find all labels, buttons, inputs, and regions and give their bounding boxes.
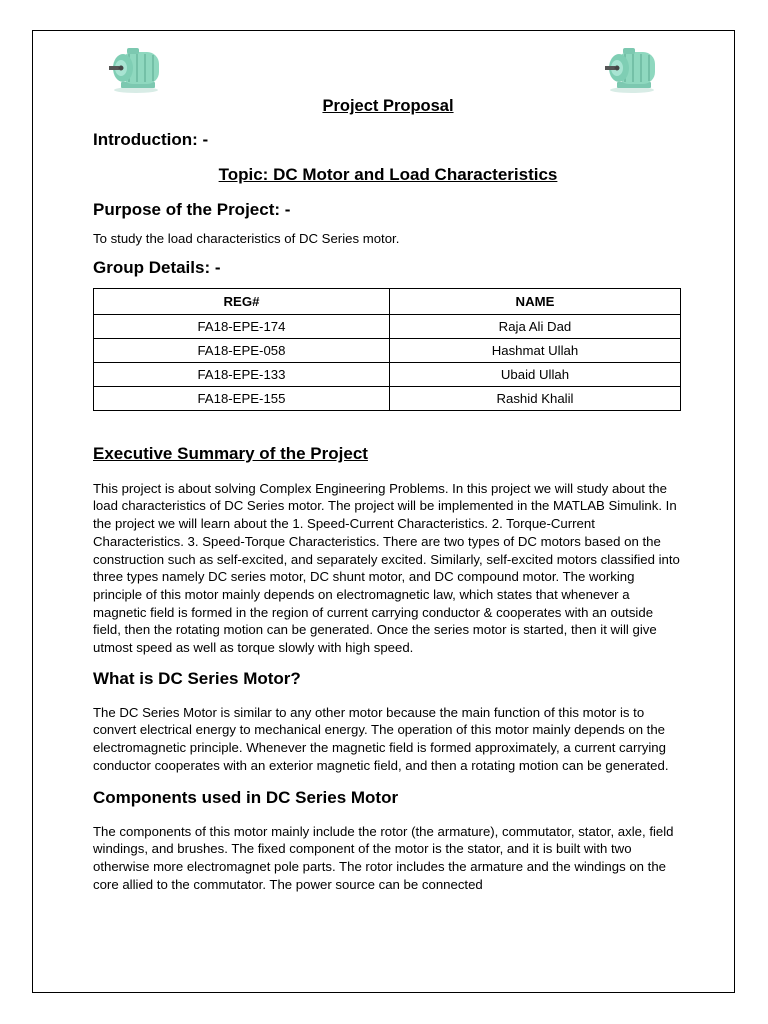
purpose-text: To study the load characteristics of DC Series motor. <box>93 231 400 246</box>
group-heading: Group Details: - <box>93 257 221 277</box>
table-row <box>94 386 681 410</box>
document-body <box>93 94 683 893</box>
reg-cell: FA18-EPE-174 <box>94 314 390 338</box>
components-heading: Components used in DC Series Motor <box>93 787 399 807</box>
reg-cell: FA18-EPE-058 <box>94 338 390 362</box>
name-cell: Hashmat Ullah <box>389 338 680 362</box>
table-row <box>94 362 681 386</box>
reg-cell: FA18-EPE-133 <box>94 362 390 386</box>
table-header-row <box>94 288 681 314</box>
purpose-heading: Purpose of the Project: - <box>93 200 291 219</box>
what-is-heading: What is DC Series Motor? <box>93 668 301 688</box>
table-row <box>94 338 681 362</box>
document-title: Project Proposal <box>322 97 454 115</box>
what-is-text: The DC Series Motor is similar to any other motor because the main function of this motor is to convert electrical energy to mechanical energy. The operation of this motor mainly depends on the electromagnetic principle. Whenever the magnetic field is formed approximately, a current carrying conductor cooperates with an exterior magnetic field, and then a rotating motion can be generated. <box>93 704 669 773</box>
executive-summary-heading: Executive Summary of the Project <box>93 443 368 463</box>
name-cell: Rashid Khalil <box>389 386 680 410</box>
table-row <box>94 314 681 338</box>
name-column-header: NAME <box>389 288 680 314</box>
reg-cell: FA18-EPE-155 <box>94 386 390 410</box>
components-text: The components of this motor mainly include the rotor (the armature), commutator, stator, axle, field windings, and brushes. The fixed component of the motor is the stator, and it is built with two otherwise more electromagnet pole parts. The rotor includes the armature and the windings on the core allied to the commutator. The power source can be connected <box>93 823 674 892</box>
introduction-heading: Introduction: - <box>93 130 209 149</box>
name-cell: Ubaid Ullah <box>389 362 680 386</box>
name-cell: Raja Ali Dad <box>389 314 680 338</box>
reg-column-header: REG# <box>94 288 390 314</box>
topic-heading: Topic: DC Motor and Load Characteristics <box>218 165 558 184</box>
executive-summary-text: This project is about solving Complex Engineering Problems. In this project we will study about the load characteristics of DC Series motor. The project will be implemented in the MATLAB Simulink. In the project we will learn about the 1. Speed-Current Characteristics. 2. Torque-Current Characteristics. 3. Speed-Torque Characteristics. There are two types of DC motors based on the construction such as self-excited, and separately excited. Similarly, self-excited motors classified into three types namely DC series motor, DC shunt motor, and DC compound motor. The working principle of this motor mainly depends on electromagnetic law, which states that whenever a magnetic field is formed in the region of current carrying conductor & cooperates with an outside field, then the rotating motion can be generated. Once the series motor is started, then it will give utmost speed as well as torque slowly with high speed. <box>93 480 680 656</box>
group-details-table <box>93 288 681 411</box>
motor-image-left <box>107 42 165 94</box>
motor-image-right <box>603 42 661 94</box>
